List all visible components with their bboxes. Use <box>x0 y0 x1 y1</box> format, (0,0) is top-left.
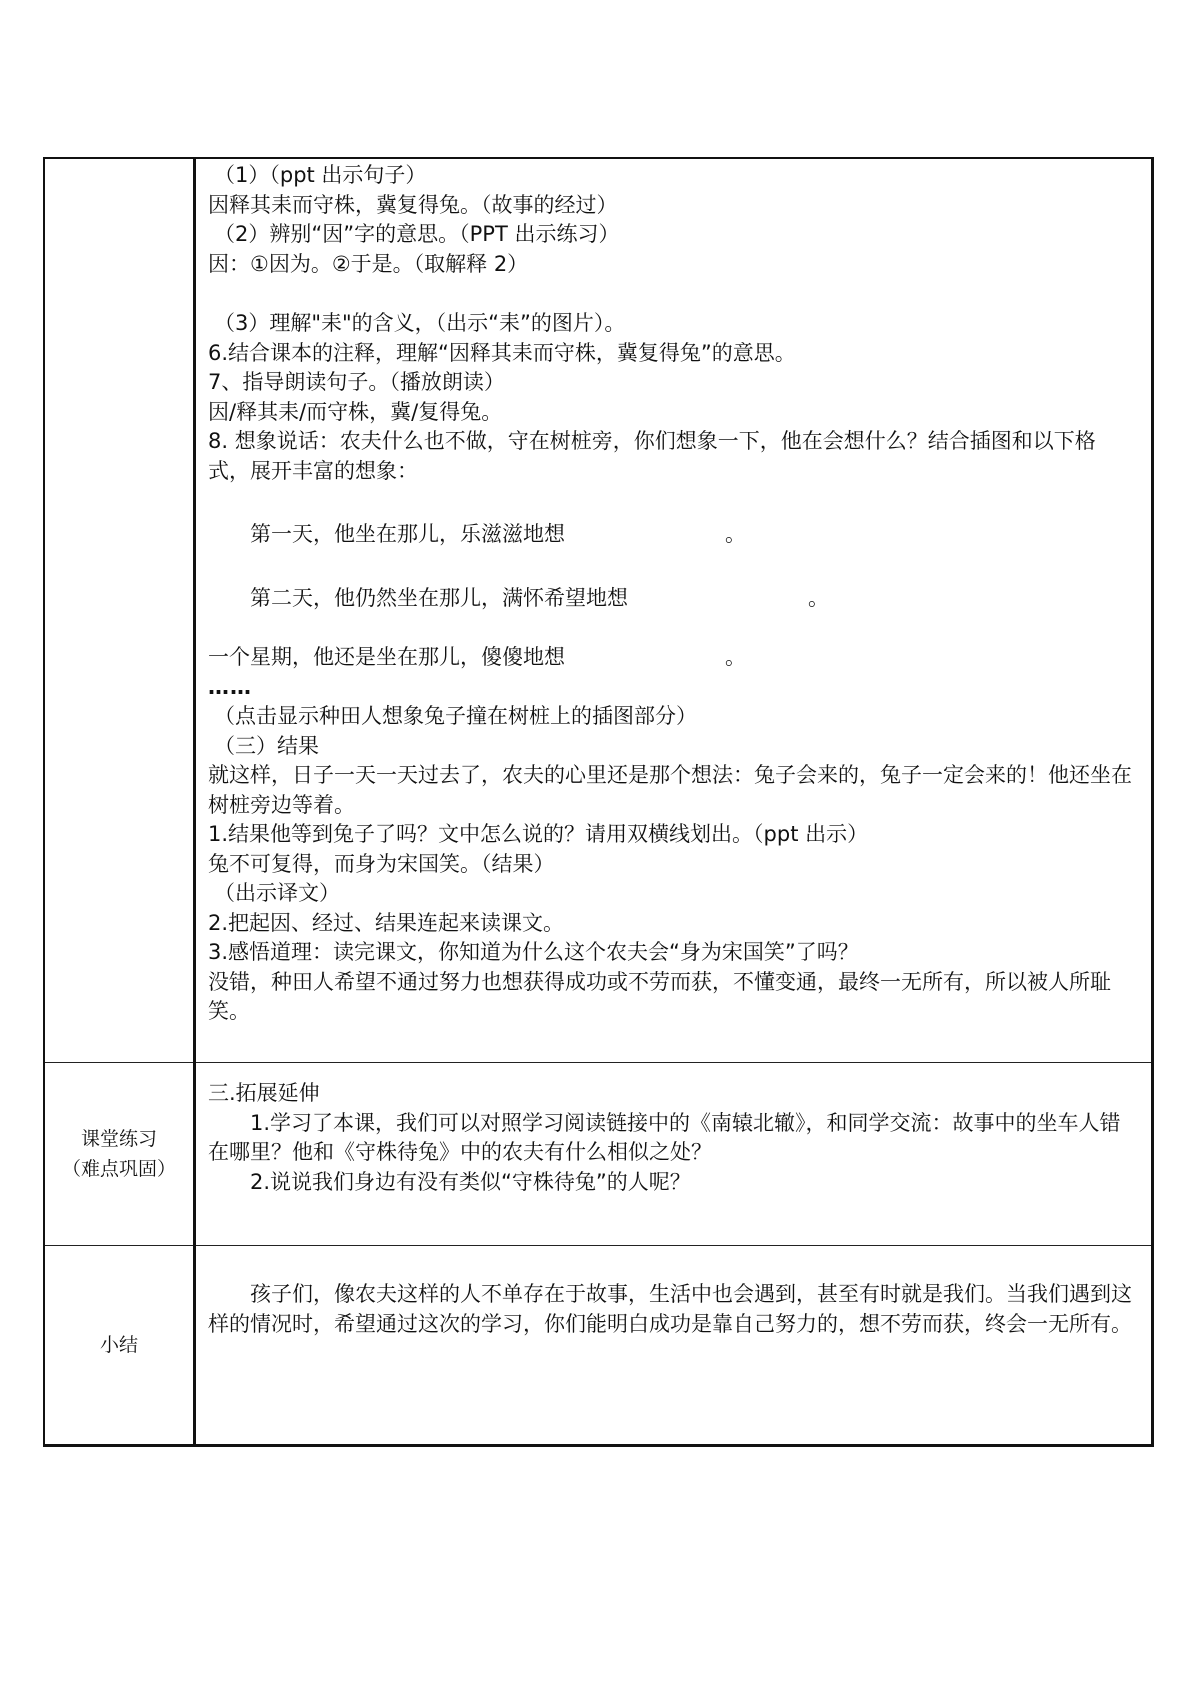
label-cell-empty <box>44 158 195 1063</box>
process-line-5: （3）理解"耒"的含义，（出示“耒”的图片）。 <box>214 311 626 335</box>
practice-item-2: 2.说说我们身边有没有类似“守株待兔”的人呢？ <box>250 1169 691 1194</box>
summary-text: 孩子们，像农夫这样的人不单存在于故事，生活中也会遇到，甚至有时就是我们。当我们遇到这样的情况时，希望通过这次的学习，你们能明白成功是靠自己努力的，想不劳而获，终会一无所有。 <box>208 1282 1132 1336</box>
result-line-5: 兔不可复得，而身为宋国笑。（结果） <box>208 851 555 876</box>
imagine-end-3: 。 <box>725 645 746 669</box>
result-line-9: 没错，种田人希望不通过努力也想获得成功或不劳而获，不懂变通，最终一无所有，所以被人所耻笑。 <box>208 969 1111 1023</box>
result-line-7: 2.把起因、经过、结果连起来读课文。 <box>208 910 565 935</box>
process-line-6: 6.结合课本的注释，理解“因释其耒而守株，冀复得兔”的意思。 <box>208 340 796 365</box>
result-line-1: （点击显示种田人想象兔子撞在树桩上的插图部分） <box>214 704 697 728</box>
content-cell-process <box>195 158 1153 1063</box>
lesson-plan-table <box>43 157 1154 1447</box>
table-row-practice <box>44 1063 1153 1246</box>
result-line-6: （出示译文） <box>214 881 340 905</box>
result-line-8: 3.感悟道理：读完课文，你知道为什么这个农夫会“身为宋国笑”了吗？ <box>208 940 859 964</box>
label-cell-summary <box>44 1246 195 1446</box>
imagine-line-3 <box>208 643 1137 673</box>
imagine-text-3: 一个星期，他还是坐在那儿，傻傻地想 <box>208 645 565 669</box>
label-cell-practice <box>44 1063 195 1246</box>
process-line-1: （1）（ppt 出示句子） <box>214 163 427 187</box>
ellipsis-line: …… <box>208 674 252 699</box>
process-line-3: （2）辨别“因”字的意思。（PPT 出示练习） <box>214 222 620 246</box>
imagine-line-1 <box>208 520 1137 550</box>
imagine-text-1: 第一天，他坐在那儿，乐滋滋地想 <box>250 522 565 546</box>
summary-label: 小结 <box>99 1334 138 1356</box>
table-row-process <box>44 158 1153 1063</box>
practice-item-1: 1.学习了本课，我们可以对照学习阅读链接中的《南辕北辙》，和同学交流：故事中的坐车人错在哪里？他和《守株待兔》中的农夫有什么相似之处？ <box>208 1110 1121 1164</box>
process-line-8: 因/释其耒/而守株，冀/复得兔。 <box>208 399 503 424</box>
process-line-9: 8. 想象说话：农夫什么也不做，守在树桩旁，你们想象一下，他在会想什么？结合插图和以下格式，展开丰富的想象： <box>208 429 1096 483</box>
imagine-text-2: 第二天，他仍然坐在那儿，满怀希望地想 <box>250 585 628 610</box>
imagine-end-1: 。 <box>725 522 746 546</box>
process-line-7: 7、指导朗读句子。（播放朗读） <box>208 370 505 394</box>
imagine-line-2 <box>208 584 1137 614</box>
practice-label-line1: 课堂练习 <box>80 1128 157 1150</box>
process-line-4: 因：①因为。②于是。（取解释 2） <box>208 251 529 276</box>
result-line-4: 1.结果他等到兔子了吗？文中怎么说的？请用双横线划出。（ppt 出示） <box>208 822 869 846</box>
result-line-3: 就这样，日子一天一天过去了，农夫的心里还是那个想法：兔子会来的，兔子一定会来的！他还坐在树桩旁边等着。 <box>208 763 1132 817</box>
content-cell-practice <box>195 1063 1153 1246</box>
practice-heading: 三.拓展延伸 <box>208 1081 320 1105</box>
content-cell-summary <box>195 1246 1153 1446</box>
process-line-2: 因释其耒而守株，冀复得兔。（故事的经过） <box>208 192 618 217</box>
imagine-end-2: 。 <box>808 585 829 610</box>
result-line-2: （三）结果 <box>214 733 319 758</box>
practice-label-line2: （难点巩固） <box>61 1158 176 1180</box>
table-row-summary <box>44 1246 1153 1446</box>
